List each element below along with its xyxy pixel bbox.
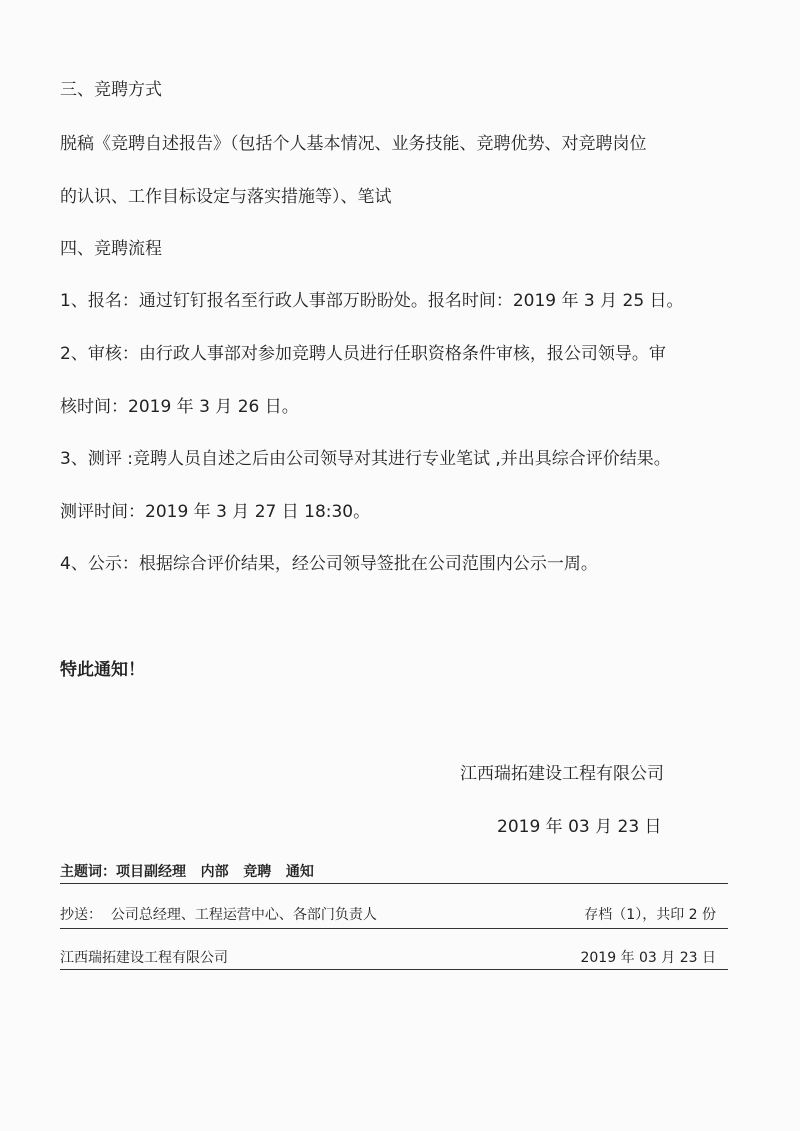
- step-2-review-line-1: 2、审核：由行政人事部对参加竞聘人员进行任职资格条件审核，报公司领导。审: [60, 344, 666, 364]
- method-heading: 三、竞聘方式: [60, 80, 162, 100]
- step-3-evaluation-line-2: 测评时间：2019 年 3 月 27 日 18:30。: [60, 502, 371, 522]
- issuer-name: 江西瑞拓建设工程有限公司: [60, 950, 228, 966]
- method-text-line-1: 脱稿《竞聘自述报告》（包括个人基本情况、业务技能、竞聘优势、对竞聘岗位: [60, 134, 647, 154]
- issue-date: 2019 年 03 月 23 日: [580, 950, 716, 966]
- cc-recipients: 抄送： 公司总经理、工程运营中心、各部门负责人: [60, 907, 377, 923]
- step-2-review-line-2: 核时间：2019 年 3 月 26 日。: [60, 397, 299, 417]
- signature-date: 2019 年 03 月 23 日: [497, 817, 662, 837]
- footer-divider-1: [60, 883, 728, 884]
- cc-row: [60, 903, 728, 929]
- step-1-registration: 1、报名：通过钉钉报名至行政人事部万盼盼处。报名时间：2019 年 3 月 25 日。: [60, 291, 684, 311]
- footer-divider-3: [60, 969, 728, 970]
- method-text-line-2: 的认识、工作目标设定与落实措施等）、笔试: [60, 187, 392, 207]
- signature-company: 江西瑞拓建设工程有限公司: [460, 764, 664, 784]
- process-heading: 四、竞聘流程: [60, 239, 162, 259]
- notice-text: 特此通知！: [60, 660, 145, 680]
- archive-count: 存档（1），共印 2 份: [584, 907, 716, 923]
- footer-divider-2: [60, 928, 728, 929]
- keywords-text: 主题词：项目副经理 内部 竞聘 通知: [60, 864, 314, 880]
- step-3-evaluation-line-1: 3、测评 :竞聘人员自述之后由公司领导对其进行专业笔试 ,并出具综合评价结果。: [60, 449, 671, 469]
- step-4-publicity: 4、公示：根据综合评价结果，经公司领导签批在公司范围内公示一周。: [60, 554, 598, 574]
